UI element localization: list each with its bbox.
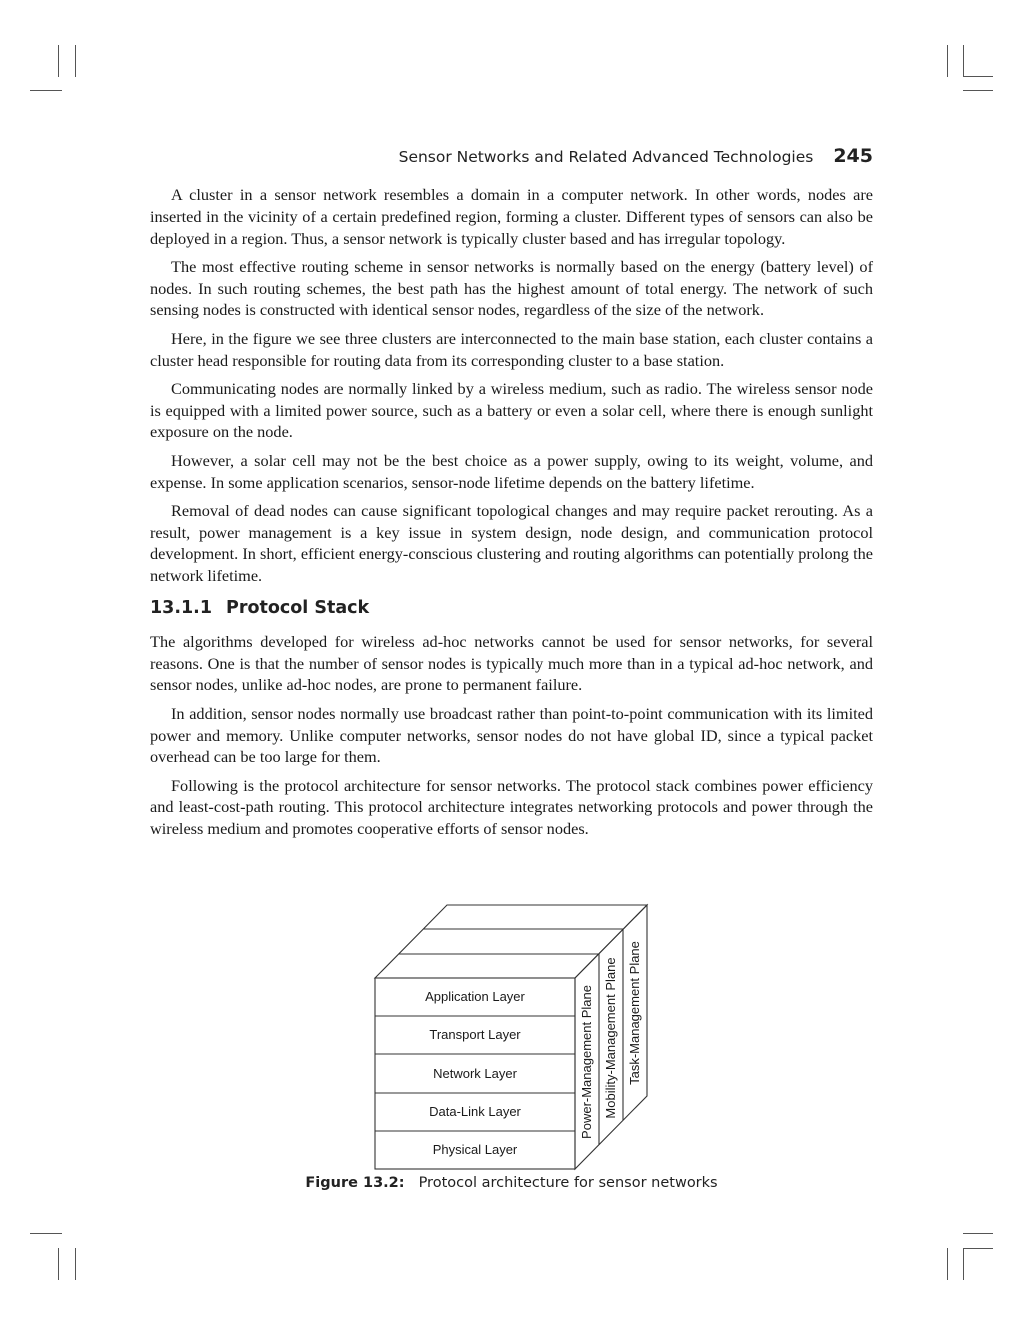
protocol-stack-diagram: [370, 900, 660, 1175]
paragraph: The most effective routing scheme in sensor networks is normally based on the energy (battery level) of nodes. In such routing schemes, the best path has the highest amount of total energy. The network of such sensing nodes is constructed with identical sensor nodes, regardless of the size of the network.: [150, 256, 873, 320]
protocol-stack-figure: [370, 900, 660, 1180]
running-title: Sensor Networks and Related Advanced Technologies: [398, 148, 814, 166]
crop-mark: [30, 90, 62, 91]
crop-mark: [963, 45, 964, 77]
layer-label: Application Layer: [425, 989, 525, 1004]
layer-label: Transport Layer: [429, 1027, 521, 1042]
plane-label: Mobility-Management Plane: [603, 957, 618, 1119]
caption-text: Protocol architecture for sensor networks: [418, 1175, 718, 1191]
crop-mark: [58, 45, 59, 77]
crop-mark: [75, 45, 76, 77]
crop-mark: [947, 45, 948, 77]
paragraph: A cluster in a sensor network resembles a domain in a computer network. In other words, nodes are inserted in the vicinity of a certain predefined region, forming a cluster. Different types of sensors can also be deployed in a region. Thus, a sensor network is typically cluster based and has irregular topology.: [150, 185, 873, 248]
section-heading: [150, 598, 873, 620]
paragraph: Removal of dead nodes can cause significant topological changes and may require packet rerouting. As a result, power management is a key issue in system design, node design, and communication protocol development. In short, efficient energy-conscious clustering and routing algorithms can potentially prolong the network lifetime.: [150, 500, 873, 586]
crop-mark: [963, 1233, 993, 1234]
section-number: 13.1.1: [150, 598, 213, 619]
paragraph: Following is the protocol architecture for sensor networks. The protocol stack combines power efficiency and least-cost-path routing. This protocol architecture integrates networking protocols and power through the wireless medium and promotes cooperative efforts of sensor nodes.: [150, 775, 873, 839]
crop-mark: [30, 1233, 62, 1234]
crop-mark: [963, 1248, 993, 1249]
body-text: [150, 184, 873, 847]
plane-label: Task-Management Plane: [627, 941, 642, 1085]
layer-label: Network Layer: [433, 1066, 517, 1081]
paragraph: However, a solar cell may not be the best choice as a power supply, owing to its weight, volume, and expense. In some application scenarios, sensor-node lifetime depends on the battery lifetime.: [150, 450, 873, 492]
paragraph: The algorithms developed for wireless ad-hoc networks cannot be used for sensor networks, for several reasons. One is that the number of sensor nodes is typically much more than in a typical ad-hoc network, and sensor nodes, unlike ad-hoc nodes, are prone to permanent failure.: [150, 631, 873, 695]
crop-mark: [75, 1248, 76, 1280]
page-number: 245: [833, 145, 873, 167]
page-header: [150, 145, 873, 173]
layer-label: Physical Layer: [432, 1142, 518, 1157]
plane-label: Power-Management Plane: [579, 985, 594, 1139]
crop-mark: [963, 90, 993, 91]
paragraph: Communicating nodes are normally linked by a wireless medium, such as radio. The wireless sensor node is equipped with a limited power source, such as a battery or even a solar cell, where there is enough sunlight exposure on the node.: [150, 378, 873, 442]
crop-mark: [963, 1248, 964, 1280]
figure-caption: [150, 1175, 873, 1191]
crop-mark: [963, 76, 993, 77]
paragraph: In addition, sensor nodes normally use broadcast rather than point-to-point communication with its limited power and memory. Unlike computer networks, sensor nodes do not have global ID, since a typical packet overhead can be too large for them.: [150, 703, 873, 767]
crop-mark: [947, 1248, 948, 1280]
paragraph: Here, in the figure we see three clusters are interconnected to the main base station, each cluster contains a cluster head responsible for routing data from its corresponding cluster to a base station.: [150, 328, 873, 370]
caption-label: Figure 13.2:: [305, 1175, 405, 1191]
crop-mark: [58, 1248, 59, 1280]
section-title: Protocol Stack: [226, 598, 370, 619]
layer-label: Data-Link Layer: [429, 1104, 521, 1119]
